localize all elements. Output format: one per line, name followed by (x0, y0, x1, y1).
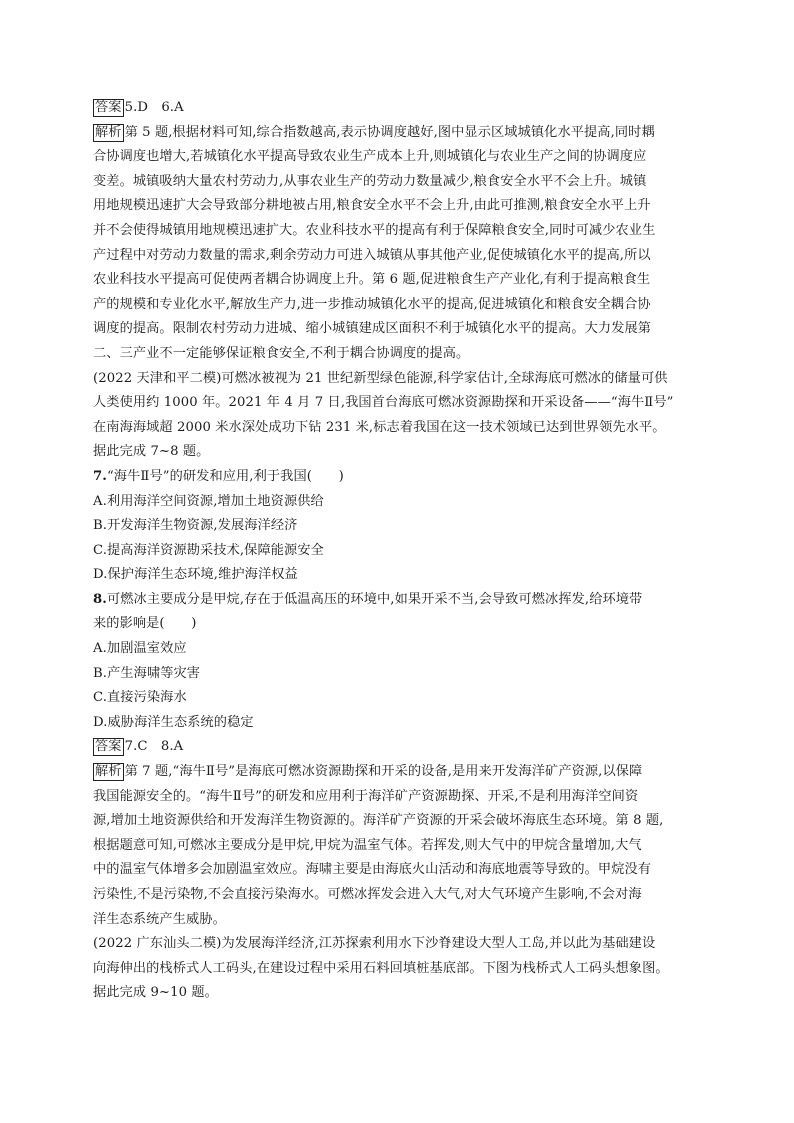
analysis-text: 农业科技水平提高可促使两者耦合协调度上升。第 6 题,促进粮食生产产业化,有利于提高粮食生 (93, 272, 651, 288)
analysis-text: 并不会使得城镇用地规模迅速扩大。农业科技水平的提高有利于保障粮食安全,同时可减少农业生 (93, 222, 656, 238)
answer-tag: 答案 (95, 100, 122, 115)
question-8-option-b: B.产生海啸等灾害 (93, 665, 201, 681)
analysis-tag: 解析 (95, 764, 122, 780)
analysis-text: 第 7 题,“海牛Ⅱ号”是海底可燃冰资源勘探和开采的设备,是用来开发海洋矿产资源,以保障 (124, 764, 643, 780)
material-text: (2022 天津和平二模)可燃冰被视为 21 世纪新型绿色能源,科学家估计,全球海底可燃冰的储量可供 (93, 370, 668, 386)
analysis-text: 我国能源安全的。“海牛Ⅱ号”的研发和应用利于海洋矿产资源勘探、开采,不是利用海洋空间资 (93, 788, 639, 804)
question-text: 可燃冰主要成分是甲烷,存在于低温高压的环境中,如果开采不当,会导致可燃冰挥发,给环境带 (106, 591, 643, 607)
question-7-stem (93, 465, 705, 490)
document-body (93, 96, 705, 1006)
answer-text: 5.D 6.A (124, 100, 184, 115)
question-7-option-b: B.开发海洋生物资源,发展海洋经济 (93, 518, 298, 534)
analysis-line (93, 121, 705, 146)
question-7-option-d: D.保护海洋生态环境,维护海洋权益 (93, 567, 298, 583)
question-7-option-a: A.利用海洋空间资源,增加土地资源供给 (93, 493, 324, 509)
analysis-text: 污染性,不是污染物,不会直接污染海水。可燃冰挥发会进入大气,对大气环境产生影响,不会对海 (93, 887, 642, 902)
answer-line (93, 735, 705, 760)
analysis-text: 产的规模和专业化水平,解放生产力,进一步推动城镇化水平的提高,促进城镇化和粮食安全耦合协 (93, 296, 651, 312)
question-text: “海牛Ⅱ号”的研发和应用,利于我国( ) (106, 468, 344, 484)
analysis-line (93, 760, 705, 785)
analysis-text: 源,增加土地资源供给和开发海洋生物资源的。海洋矿产资源的开采会破坏海底生态环境。第 8 题, (93, 813, 664, 829)
material-text: 向海伸出的栈桥式人工码头,在建设过程中采用石料回填桩基底部。下图为栈桥式人工码头想象图。 (93, 960, 669, 976)
answer-line (93, 96, 705, 121)
analysis-text: 中的温室气体增多会加剧温室效应。海啸主要是由海底火山活动和海底地震等导致的。甲烷没有 (93, 862, 652, 878)
analysis-text: 第 5 题,根据材料可知,综合指数越高,表示协调度越好,图中显示区域城镇化水平提高,同时耦 (124, 124, 655, 140)
question-8-option-d: D.威胁海洋生态系统的稳定 (93, 714, 254, 730)
analysis-text: 变差。城镇吸纳大量农村劳动力,从事农业生产的劳动力数量减少,粮食安全水平不会上升。城镇 (93, 173, 647, 189)
material-text: 据此完成 7~8 题。 (93, 444, 210, 460)
question-8-stem (93, 588, 705, 613)
material-text: 在南海海域超 2000 米水深处成功下钻 231 米,标志着我国在这一技术领域已达到世界领先水平。 (93, 419, 666, 435)
question-8-stem-cont: 来的影响是( ) (93, 616, 197, 632)
answer-text: 7.C 8.A (124, 739, 184, 755)
question-8-option-c: C.直接污染海水 (93, 690, 187, 706)
analysis-text: 二、三产业不一定能够保证粮食安全,不利于耦合协调度的提高。 (93, 345, 470, 361)
analysis-text: 用地规模迅速扩大会导致部分耕地被占用,粮食安全水平不会上升,由此可推测,粮食安全水平上升 (93, 198, 651, 214)
answer-tag: 答案 (95, 739, 122, 755)
question-number: 7. (93, 468, 107, 484)
analysis-tag: 解析 (95, 124, 122, 140)
analysis-text: 根据题意可知,可燃冰主要成分是甲烷,甲烷为温室气体。若挥发,则大气中的甲烷含量增加,大气 (93, 837, 642, 853)
analysis-text: 产过程中对劳动力数量的需求,剩余劳动力可进入城镇从事其他产业,促使城镇化水平的提高,所以 (93, 247, 651, 263)
question-number: 8. (93, 591, 107, 607)
material-text: 据此完成 9~10 题。 (93, 985, 218, 1001)
question-7-option-c: C.提高海洋资源勘采技术,保障能源安全 (93, 542, 324, 558)
analysis-text: 调度的提高。限制农村劳动力进城、缩小城镇建成区面积不利于城镇化水平的提高。大力发展第 (93, 321, 652, 337)
material-text: (2022 广东汕头二模)为发展海洋经济,江苏探索利用水下沙脊建设大型人工岛,并以此为基础建设 (93, 936, 656, 952)
analysis-text: 洋生态系统产生威胁。 (93, 911, 226, 927)
material-text: 人类使用约 1000 年。2021 年 4 月 7 日,我国首台海底可燃冰资源勘探和开采设备——“海牛Ⅱ号” (93, 395, 674, 411)
analysis-text: 合协调度也增大,若城镇化水平提高导致农业生产成本上升,则城镇化与农业生产之间的协调度应 (93, 149, 647, 165)
question-8-option-a: A.加剧温室效应 (93, 641, 187, 657)
